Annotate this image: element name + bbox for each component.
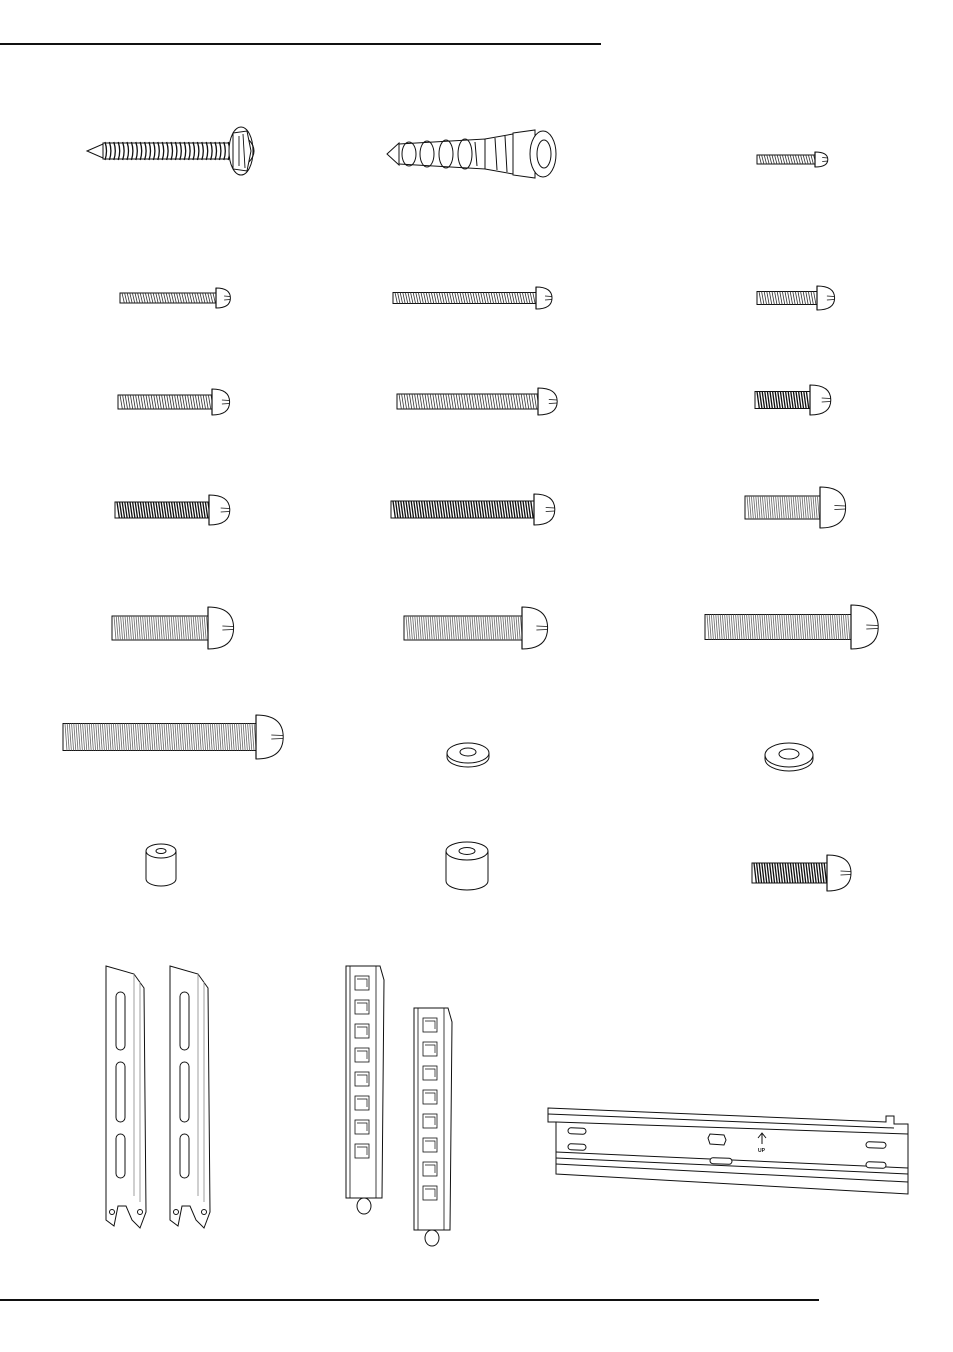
- wood-lag-screw: [85, 124, 265, 180]
- machine-screw-m6-medium: [117, 388, 226, 416]
- bottom-rule: [0, 1299, 819, 1301]
- machine-screw-m4-short: [756, 151, 826, 168]
- spacer-short: [144, 842, 178, 888]
- machine-screw-m8-long: [403, 606, 541, 650]
- wall-plate-rail: [542, 1102, 914, 1198]
- machine-screw-m8-stub: [751, 854, 845, 892]
- up-marking: UP: [758, 1148, 765, 1154]
- washer-large: [763, 741, 815, 773]
- machine-screw-m8-xxlong: [62, 714, 276, 760]
- top-rule: [0, 43, 601, 45]
- spacer-bracket-pair: [100, 962, 230, 1234]
- tv-mounting-arm-pair: [338, 962, 456, 1240]
- machine-screw-m8-medium: [111, 606, 227, 650]
- machine-screw-m5-medium: [119, 287, 228, 309]
- wall-anchor: [385, 128, 563, 180]
- machine-screw-m6-long: [396, 387, 553, 416]
- machine-screw-m8-xlong: [704, 604, 871, 650]
- machine-screw-m8-short: [744, 486, 839, 529]
- machine-screw-m6-black-long: [390, 493, 550, 526]
- machine-screw-m6-short: [754, 384, 826, 416]
- spacer-tall: [444, 840, 490, 892]
- washer-small: [445, 741, 491, 769]
- machine-screw-m5-short: [756, 285, 831, 311]
- machine-screw-m5-long: [392, 286, 549, 310]
- machine-screw-m6-black-medium: [114, 494, 225, 526]
